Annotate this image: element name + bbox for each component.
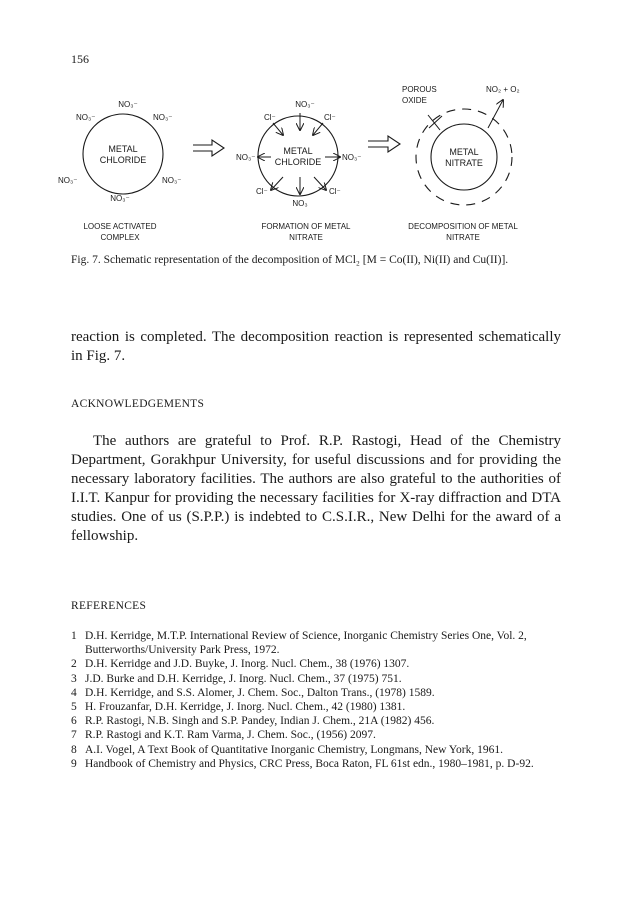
reference-item xyxy=(71,672,571,686)
p3-no2-o2: NO₂ + O₂ xyxy=(486,85,520,94)
page-number: 156 xyxy=(71,52,89,66)
figure-caption: Fig. 7. Schematic representation of the decomposition of MCl₂ [M = Co(II), Ni(II) and Cu(II)]. xyxy=(71,254,509,266)
p3-porous: POROUS xyxy=(402,85,437,94)
p1-center-1: METAL xyxy=(108,144,138,154)
acknowledgements-heading: ACKNOWLEDGEMENTS xyxy=(71,398,205,410)
reference-text: D.H. Kerridge and J.D. Buyke, J. Inorg. Nucl. Chem., 38 (1976) 1307. xyxy=(85,658,410,671)
reference-number: 7 xyxy=(71,729,77,742)
reference-item xyxy=(71,686,571,700)
reference-text: R.P. Rastogi, N.B. Singh and S.P. Pandey, Indian J. Chem., 21A (1982) 456. xyxy=(85,715,435,728)
p2-ion-left: NO₃⁻ xyxy=(236,153,256,162)
p3-center-2: NITRATE xyxy=(445,158,483,168)
p2-cl-top-right: Cl⁻ xyxy=(324,113,336,122)
reference-text: D.H. Kerridge, M.T.P. International Review of Science, Inorganic Chemistry Series One, Vol. 2, Butterworths/University Park Press, 1972. xyxy=(85,630,527,657)
reference-item xyxy=(71,757,571,771)
metal-chloride-circle-2 xyxy=(258,116,338,196)
p2-center-1: METAL xyxy=(283,146,313,156)
body-paragraph: reaction is completed. The decomposition reaction is represented schematically in Fig. 7. xyxy=(71,329,561,364)
p1-center-2: CHLORIDE xyxy=(99,155,147,165)
p3-label-2: NITRATE xyxy=(446,233,480,242)
p1-ion-top-right: NO₃⁻ xyxy=(153,113,173,122)
p2-ion-top: NO₃⁻ xyxy=(295,100,315,109)
p2-label-1: FORMATION OF METAL xyxy=(261,222,351,231)
p2-cl-bottom-left: Cl⁻ xyxy=(256,187,268,196)
p2-ion-bottom: NO₃ xyxy=(292,199,308,208)
reference-item xyxy=(71,629,571,657)
p1-label-1: LOOSE ACTIVATED xyxy=(83,222,157,231)
reference-number: 2 xyxy=(71,658,77,671)
reference-text: Handbook of Chemistry and Physics, CRC Press, Boca Raton, FL 61st edn., 1980–1981, p. D-92. xyxy=(85,757,534,770)
reference-number: 3 xyxy=(71,672,77,685)
panel-decomposition-of-metal-nitrate xyxy=(402,85,520,242)
p2-label-2: NITRATE xyxy=(289,233,323,242)
p3-oxide: OXIDE xyxy=(402,96,427,105)
reference-item xyxy=(71,657,571,671)
acknowledgements-text: The authors are grateful to Prof. R.P. Rastogi, Head of the Chemistry Department, Gorakhpur University, for useful discussions and for providing the necessary laboratory facilities. The authors are also grateful to the authorities of I.I.T. Kanpur for providing the necessary facilities for X-ray diffraction and DTA studies. One of us (S.P.P.) is indebted to C.S.I.R., New Delhi for the award of a fellowship. xyxy=(71,433,561,544)
reference-item xyxy=(71,743,571,757)
metal-chloride-circle-1 xyxy=(83,114,163,194)
references-heading: REFERENCES xyxy=(71,600,147,612)
reference-number: 8 xyxy=(71,743,77,756)
metal-nitrate-circle xyxy=(431,124,497,190)
arrow-1 xyxy=(193,140,224,156)
p1-ion-bottom-left: NO₃⁻ xyxy=(58,176,78,185)
p3-label-1: DECOMPOSITION OF METAL xyxy=(408,222,518,231)
panel-formation-of-metal-nitrate xyxy=(236,100,361,242)
p2-center-2: CHLORIDE xyxy=(274,157,322,167)
figure-7 xyxy=(58,80,578,250)
p3-center-1: METAL xyxy=(449,147,479,157)
references-list xyxy=(71,629,571,771)
p1-ion-bottom: NO₃⁻ xyxy=(110,194,130,203)
reference-text: D.H. Kerridge, and S.S. Alomer, J. Chem. Soc., Dalton Trans., (1978) 1589. xyxy=(85,686,435,699)
p1-ion-top: NO₃⁻ xyxy=(118,100,138,109)
reference-number: 5 xyxy=(71,701,77,714)
reference-text: H. Frouzanfar, D.H. Kerridge, J. Inorg. Nucl. Chem., 42 (1980) 1381. xyxy=(85,701,406,714)
reference-text: R.P. Rastogi and K.T. Ram Varma, J. Chem. Soc., (1956) 2097. xyxy=(85,729,376,742)
panel-loose-activated-complex xyxy=(58,100,181,242)
p2-ion-right: NO₃⁻ xyxy=(342,153,362,162)
reference-number: 9 xyxy=(71,757,77,770)
p1-ion-top-left: NO₃⁻ xyxy=(76,113,96,122)
reference-text: J.D. Burke and D.H. Kerridge, J. Inorg. Nucl. Chem., 37 (1975) 751. xyxy=(85,672,402,685)
reference-number: 1 xyxy=(71,630,77,642)
p1-label-2: COMPLEX xyxy=(100,233,140,242)
p2-cl-top-left: Cl⁻ xyxy=(264,113,276,122)
reference-item xyxy=(71,728,571,742)
p2-cl-bottom-right: Cl⁻ xyxy=(329,187,341,196)
arrow-2 xyxy=(368,136,400,152)
reference-item xyxy=(71,714,571,728)
reference-number: 6 xyxy=(71,715,77,728)
porous-oxide-circle xyxy=(416,109,512,205)
reference-number: 4 xyxy=(71,686,77,699)
reference-text: A.I. Vogel, A Text Book of Quantitative Inorganic Chemistry, Longmans, New York, 1961. xyxy=(85,743,503,756)
reference-item xyxy=(71,700,571,714)
p1-ion-bottom-right: NO₃⁻ xyxy=(162,176,182,185)
decomposition-schematic xyxy=(58,80,578,250)
